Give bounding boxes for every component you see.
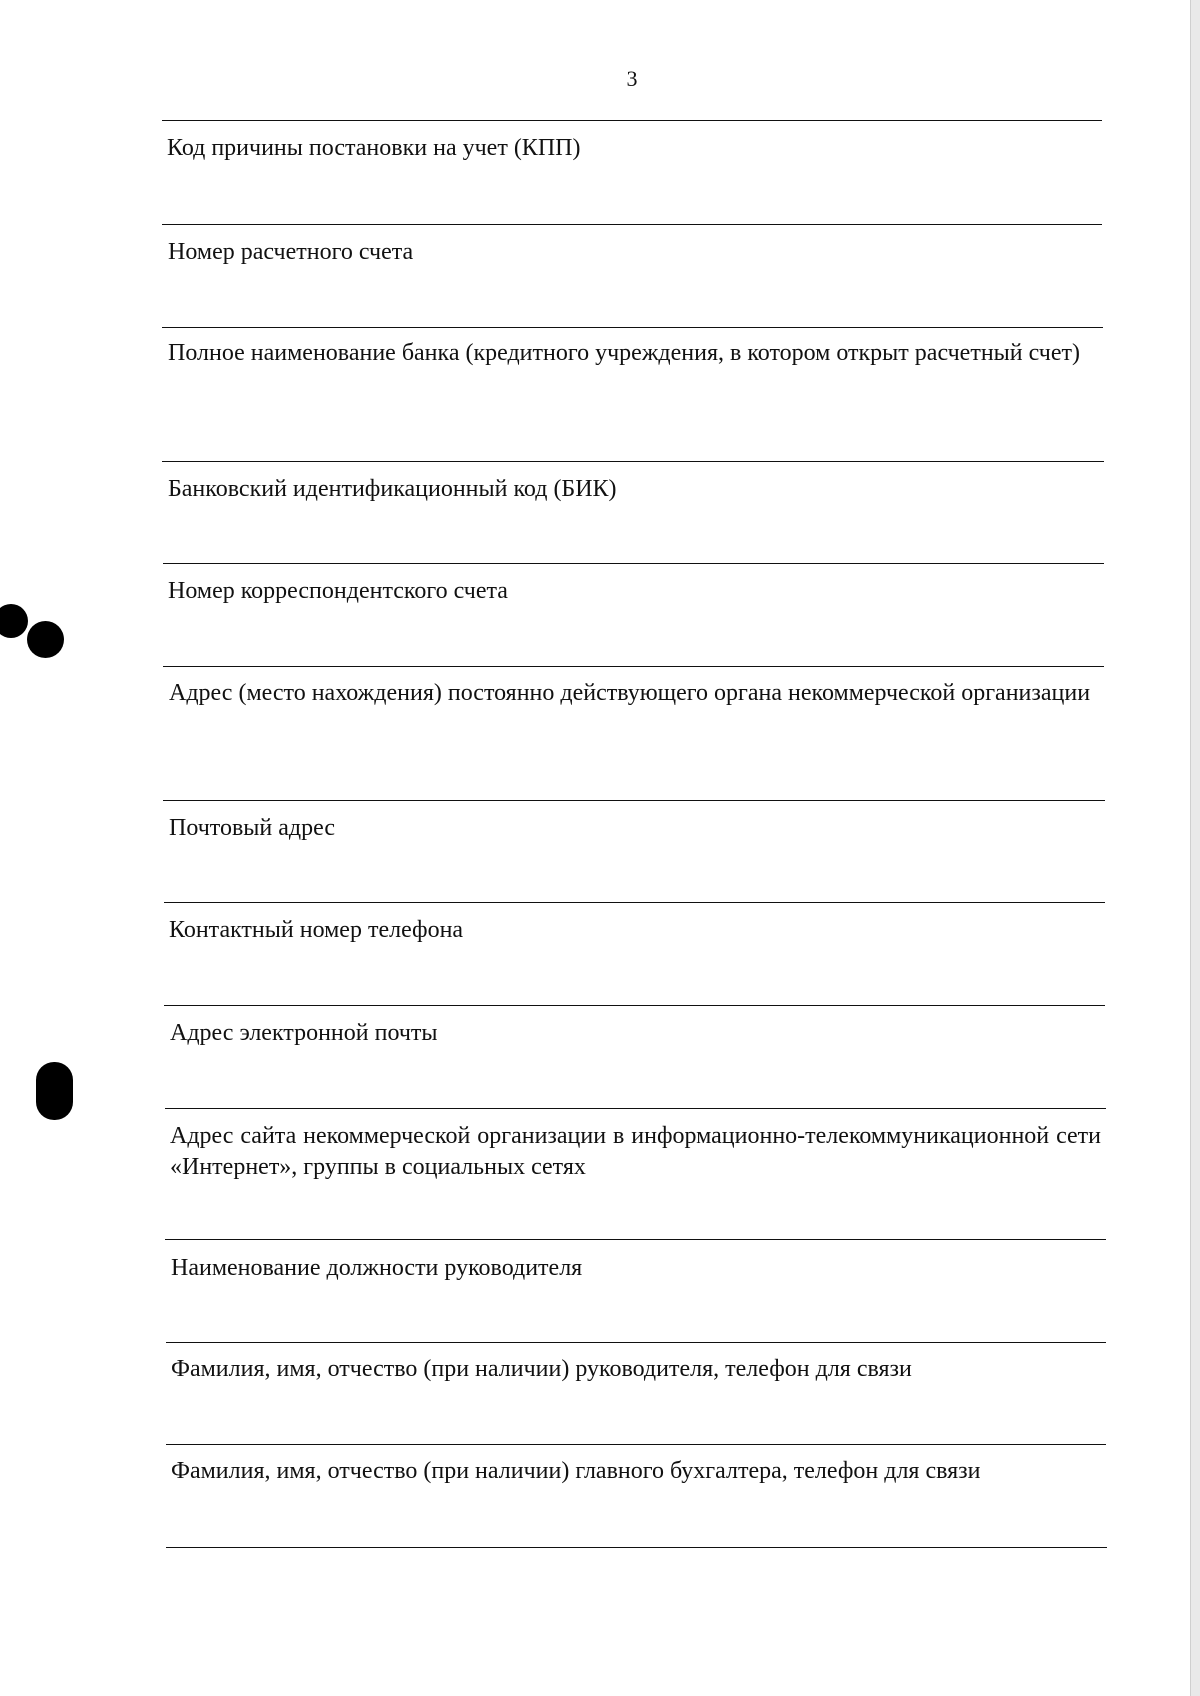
input-area-accountant-name[interactable] xyxy=(166,1494,1106,1545)
form-rule xyxy=(162,120,1102,121)
form-rule xyxy=(163,800,1105,801)
form-rule xyxy=(165,1239,1106,1240)
form-rule xyxy=(166,1444,1106,1445)
input-area-corr-account[interactable] xyxy=(163,612,1103,664)
form-rule xyxy=(166,1342,1106,1343)
field-label-bik: Банковский идентификационный код (БИК) xyxy=(168,476,617,502)
field-label-account: Номер расчетного счета xyxy=(168,239,414,265)
form-rule xyxy=(166,1547,1107,1548)
field-label-address: Адрес (место нахождения) постоянно действующего органа некоммерческой организации xyxy=(169,680,1091,706)
page-number: 3 xyxy=(626,66,638,91)
form-rule xyxy=(163,666,1104,667)
field-label-website: Адрес сайта некоммерческой организации в информационно-телекоммуникационной сети «Интернет», группы в социальных сетях xyxy=(170,1123,1101,1180)
form-rule xyxy=(162,224,1102,225)
field-label-accountant-name: Фамилия, имя, отчество (при наличии) главного бухгалтера, телефон для связи xyxy=(171,1458,981,1484)
punch-hole-bottom xyxy=(36,1062,73,1120)
punch-hole-top-right xyxy=(27,621,64,658)
field-label-postal-address: Почтовый адрес xyxy=(169,815,336,841)
field-label-head-name: Фамилия, имя, отчество (при наличии) руководителя, телефон для связи xyxy=(171,1356,912,1382)
input-area-postal-address[interactable] xyxy=(164,850,1104,900)
input-area-bank-name[interactable] xyxy=(162,405,1102,459)
form-rule xyxy=(162,461,1104,462)
input-area-account[interactable] xyxy=(162,272,1102,325)
input-area-address[interactable] xyxy=(163,745,1103,798)
form-rule xyxy=(164,902,1105,903)
page-right-edge xyxy=(1190,0,1200,1696)
input-area-head-name[interactable] xyxy=(166,1392,1106,1442)
input-area-website[interactable] xyxy=(165,1186,1105,1237)
form-rule xyxy=(163,563,1104,564)
input-area-kpp[interactable] xyxy=(162,170,1102,222)
field-label-corr-account: Номер корреспондентского счета xyxy=(168,578,508,604)
punch-hole-top-left xyxy=(0,604,28,638)
form-rule xyxy=(162,327,1103,328)
field-label-kpp: Код причины постановки на учет (КПП) xyxy=(167,135,581,161)
form-rule xyxy=(165,1108,1106,1109)
field-label-email: Адрес электронной почты xyxy=(170,1020,438,1046)
field-label-phone: Контактный номер телефона xyxy=(169,917,464,943)
input-area-bik[interactable] xyxy=(163,510,1103,561)
input-area-phone[interactable] xyxy=(164,952,1104,1003)
input-area-head-position[interactable] xyxy=(166,1290,1106,1340)
field-label-head-position: Наименование должности руководителя xyxy=(171,1255,583,1281)
field-label-bank-name: Полное наименование банка (кредитного учреждения, в котором открыт расчетный счет) xyxy=(168,340,1081,366)
form-rule xyxy=(164,1005,1105,1006)
input-area-email[interactable] xyxy=(165,1055,1105,1106)
